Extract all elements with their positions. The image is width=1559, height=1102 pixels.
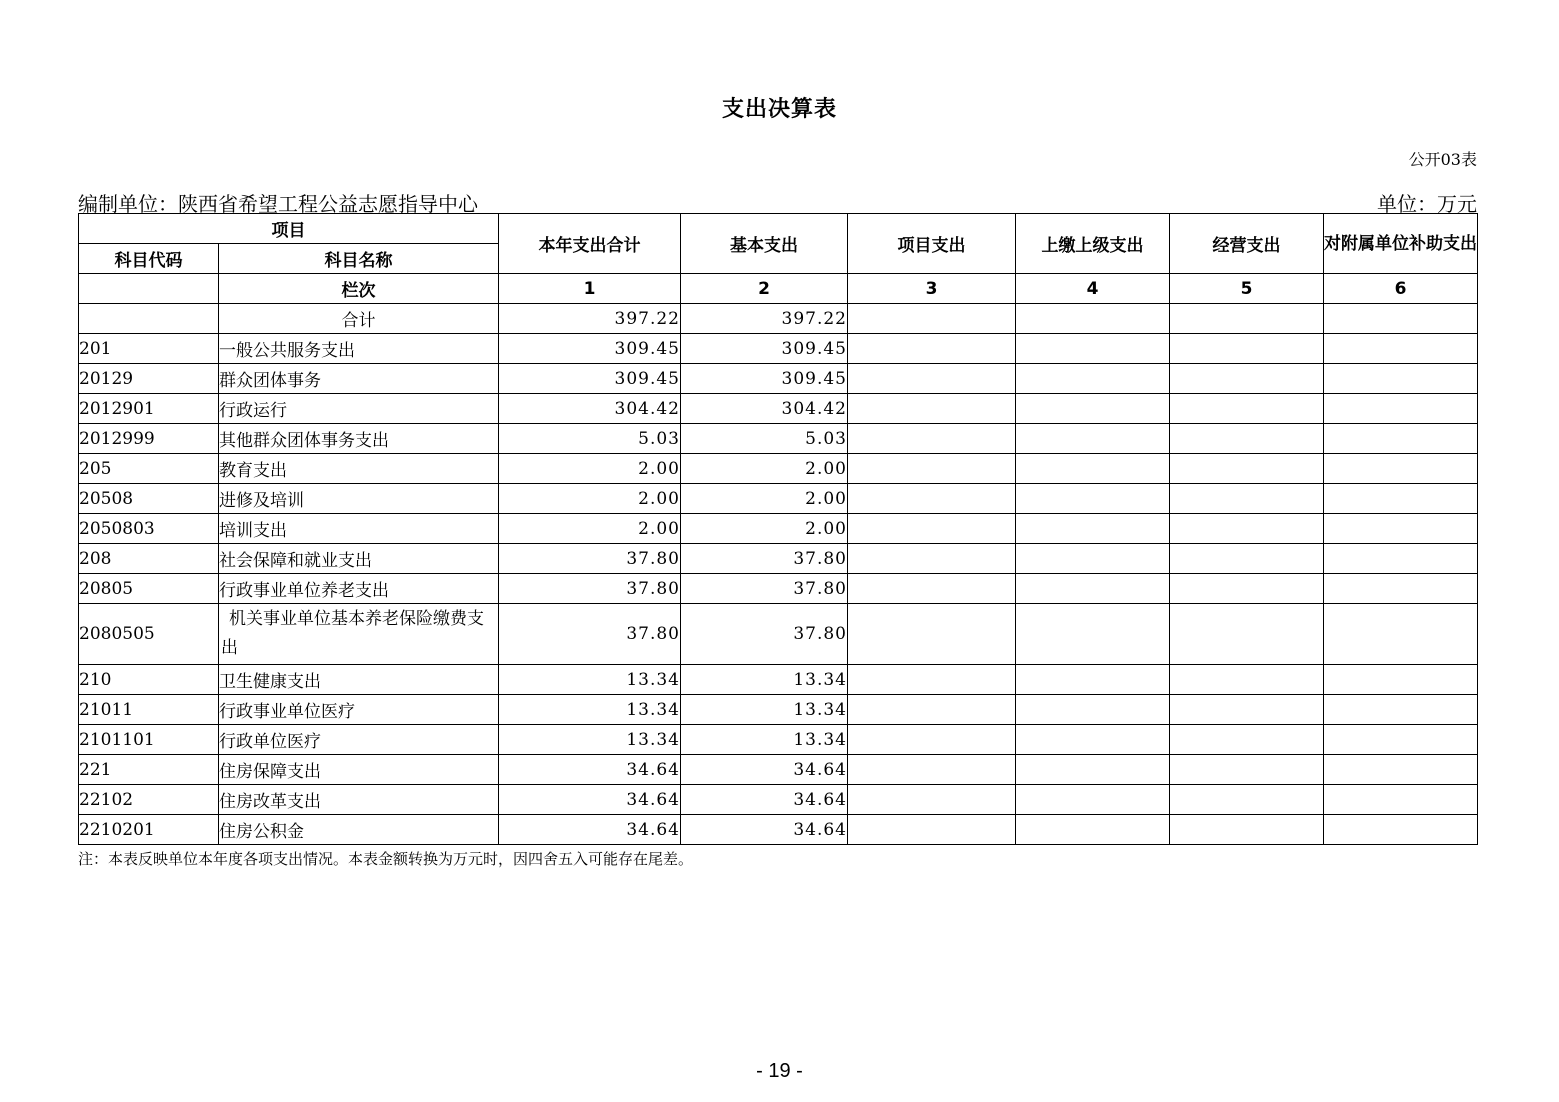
row-total: 2.00: [499, 514, 681, 544]
row-code: 2012901: [79, 394, 219, 424]
header-column-blank: [79, 274, 219, 304]
header-col-num: 6: [1324, 274, 1478, 304]
row-business: [1170, 364, 1324, 394]
row-business: [1170, 665, 1324, 695]
row-project: [848, 424, 1016, 454]
row-name: 卫生健康支出: [219, 665, 499, 695]
row-superior: [1016, 574, 1170, 604]
row-basic: 34.64: [681, 815, 848, 845]
row-basic: 2.00: [681, 454, 848, 484]
row-superior: [1016, 755, 1170, 785]
total-superior: [1016, 304, 1170, 334]
row-subsidiary: [1324, 665, 1478, 695]
row-business: [1170, 785, 1324, 815]
row-code: 22102: [79, 785, 219, 815]
row-subsidiary: [1324, 785, 1478, 815]
row-business: [1170, 484, 1324, 514]
row-code: 2050803: [79, 514, 219, 544]
row-subsidiary: [1324, 755, 1478, 785]
row-code: 21011: [79, 695, 219, 725]
row-name: 群众团体事务: [219, 364, 499, 394]
row-total: 34.64: [499, 755, 681, 785]
row-business: [1170, 394, 1324, 424]
table-row: [79, 815, 1478, 845]
row-subsidiary: [1324, 725, 1478, 755]
row-superior: [1016, 514, 1170, 544]
table-row: [79, 544, 1478, 574]
row-basic: 34.64: [681, 785, 848, 815]
row-subsidiary: [1324, 574, 1478, 604]
row-subsidiary: [1324, 604, 1478, 665]
header-business: 经营支出: [1170, 214, 1324, 274]
total-subsidiary: [1324, 304, 1478, 334]
row-basic: 37.80: [681, 604, 848, 665]
footnote: 注：本表反映单位本年度各项支出情况。本表金额转换为万元时，因四舍五入可能存在尾差。: [78, 850, 694, 868]
row-subsidiary: [1324, 695, 1478, 725]
organization-label: 编制单位：陕西省希望工程公益志愿指导中心: [78, 192, 478, 216]
row-basic: 37.80: [681, 544, 848, 574]
header-code: 科目代码: [79, 244, 219, 274]
total-amount: 397.22: [499, 304, 681, 334]
row-code: 20805: [79, 574, 219, 604]
header-item-group: 项目: [79, 214, 499, 244]
row-subsidiary: [1324, 454, 1478, 484]
row-subsidiary: [1324, 815, 1478, 845]
header-col-num: 1: [499, 274, 681, 304]
row-total: 37.80: [499, 544, 681, 574]
row-code: 2012999: [79, 424, 219, 454]
table-row: [79, 785, 1478, 815]
row-superior: [1016, 725, 1170, 755]
table-row: [79, 364, 1478, 394]
row-name: 社会保障和就业支出: [219, 544, 499, 574]
table-row: [79, 514, 1478, 544]
row-superior: [1016, 364, 1170, 394]
row-basic: 13.34: [681, 695, 848, 725]
table-row: [79, 665, 1478, 695]
row-superior: [1016, 815, 1170, 845]
row-business: [1170, 424, 1324, 454]
row-name: 进修及培训: [219, 484, 499, 514]
row-total: 13.34: [499, 665, 681, 695]
row-name: 行政事业单位养老支出: [219, 574, 499, 604]
total-row: [79, 304, 1478, 334]
header-superior: 上缴上级支出: [1016, 214, 1170, 274]
row-business: [1170, 604, 1324, 665]
row-code: 2210201: [79, 815, 219, 845]
row-business: [1170, 815, 1324, 845]
row-superior: [1016, 604, 1170, 665]
table-row: [79, 394, 1478, 424]
row-business: [1170, 574, 1324, 604]
row-project: [848, 755, 1016, 785]
row-subsidiary: [1324, 364, 1478, 394]
table-row: [79, 424, 1478, 454]
row-total: 309.45: [499, 364, 681, 394]
row-total: 309.45: [499, 334, 681, 364]
row-subsidiary: [1324, 484, 1478, 514]
row-basic: 309.45: [681, 334, 848, 364]
row-code: 208: [79, 544, 219, 574]
row-name: 培训支出: [219, 514, 499, 544]
table-row: [79, 454, 1478, 484]
row-name: 教育支出: [219, 454, 499, 484]
row-superior: [1016, 424, 1170, 454]
total-label: 合计: [219, 304, 499, 334]
row-project: [848, 514, 1016, 544]
row-total: 5.03: [499, 424, 681, 454]
row-project: [848, 785, 1016, 815]
row-name: 行政事业单位医疗: [219, 695, 499, 725]
row-project: [848, 574, 1016, 604]
row-basic: 13.34: [681, 725, 848, 755]
row-code: 20129: [79, 364, 219, 394]
row-total: 13.34: [499, 725, 681, 755]
row-superior: [1016, 394, 1170, 424]
row-total: 37.80: [499, 574, 681, 604]
row-name: 住房公积金: [219, 815, 499, 845]
table-row: [79, 334, 1478, 364]
row-business: [1170, 544, 1324, 574]
header-col-num: 2: [681, 274, 848, 304]
row-name: 住房改革支出: [219, 785, 499, 815]
row-superior: [1016, 454, 1170, 484]
row-project: [848, 544, 1016, 574]
row-business: [1170, 725, 1324, 755]
total-code: [79, 304, 219, 334]
row-total: 2.00: [499, 484, 681, 514]
row-project: [848, 665, 1016, 695]
row-business: [1170, 454, 1324, 484]
table-row: [79, 755, 1478, 785]
row-total: 37.80: [499, 604, 681, 665]
row-business: [1170, 334, 1324, 364]
row-code: 2101101: [79, 725, 219, 755]
row-business: [1170, 755, 1324, 785]
row-project: [848, 394, 1016, 424]
unit-label: 单位：万元: [1377, 192, 1477, 216]
row-basic: 5.03: [681, 424, 848, 454]
row-project: [848, 334, 1016, 364]
total-basic: 397.22: [681, 304, 848, 334]
row-total: 13.34: [499, 695, 681, 725]
row-superior: [1016, 544, 1170, 574]
row-code: 20508: [79, 484, 219, 514]
row-name: 行政运行: [219, 394, 499, 424]
row-basic: 13.34: [681, 665, 848, 695]
header-col-num: 3: [848, 274, 1016, 304]
row-basic: 37.80: [681, 574, 848, 604]
row-code: 205: [79, 454, 219, 484]
row-subsidiary: [1324, 424, 1478, 454]
row-basic: 309.45: [681, 364, 848, 394]
total-business: [1170, 304, 1324, 334]
row-superior: [1016, 665, 1170, 695]
row-superior: [1016, 334, 1170, 364]
row-project: [848, 604, 1016, 665]
row-name: 住房保障支出: [219, 755, 499, 785]
row-name: 机关事业单位基本养老保险缴费支出: [219, 604, 499, 665]
row-basic: 304.42: [681, 394, 848, 424]
row-total: 304.42: [499, 394, 681, 424]
row-business: [1170, 695, 1324, 725]
row-total: 2.00: [499, 454, 681, 484]
row-total: 34.64: [499, 785, 681, 815]
table-row: [79, 574, 1478, 604]
table-row: [79, 484, 1478, 514]
header-name: 科目名称: [219, 244, 499, 274]
row-subsidiary: [1324, 334, 1478, 364]
row-project: [848, 484, 1016, 514]
table-row: [79, 725, 1478, 755]
row-project: [848, 815, 1016, 845]
expenditure-table: [78, 213, 1478, 845]
table-row: [79, 695, 1478, 725]
row-code: 2080505: [79, 604, 219, 665]
row-project: [848, 695, 1016, 725]
header-column-label: 栏次: [219, 274, 499, 304]
header-project: 项目支出: [848, 214, 1016, 274]
row-subsidiary: [1324, 394, 1478, 424]
row-superior: [1016, 695, 1170, 725]
row-total: 34.64: [499, 815, 681, 845]
row-name: 一般公共服务支出: [219, 334, 499, 364]
row-project: [848, 454, 1016, 484]
row-superior: [1016, 484, 1170, 514]
page-number: - 19 -: [756, 1060, 803, 1082]
row-code: 210: [79, 665, 219, 695]
form-number: 公开03表: [1408, 150, 1477, 169]
row-project: [848, 364, 1016, 394]
row-basic: 2.00: [681, 484, 848, 514]
row-code: 201: [79, 334, 219, 364]
table-row: [79, 604, 1478, 665]
row-basic: 2.00: [681, 514, 848, 544]
row-superior: [1016, 785, 1170, 815]
header-col-num: 4: [1016, 274, 1170, 304]
header-subsidiary: 对附属单位补助支出: [1324, 214, 1478, 274]
row-subsidiary: [1324, 514, 1478, 544]
header-col-num: 5: [1170, 274, 1324, 304]
row-code: 221: [79, 755, 219, 785]
page-title: 支出决算表: [721, 97, 837, 122]
total-project: [848, 304, 1016, 334]
row-name: 行政单位医疗: [219, 725, 499, 755]
row-subsidiary: [1324, 544, 1478, 574]
row-business: [1170, 514, 1324, 544]
row-basic: 34.64: [681, 755, 848, 785]
row-project: [848, 725, 1016, 755]
header-basic: 基本支出: [681, 214, 848, 274]
header-total: 本年支出合计: [499, 214, 681, 274]
row-name: 其他群众团体事务支出: [219, 424, 499, 454]
